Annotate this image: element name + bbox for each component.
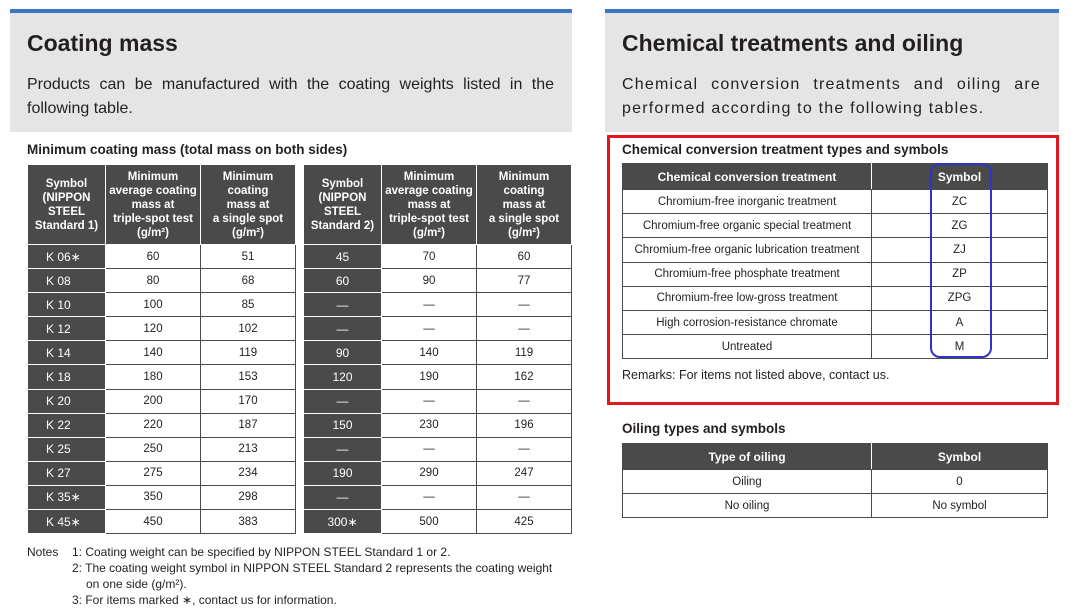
coating-std2-row [304, 437, 572, 461]
coating-std2-cell: — [304, 485, 382, 509]
coating-std1-cell: K 12 [28, 317, 106, 341]
coating-std1-header-1: Minimum average coating mass at triple-spot test (g/m²) [106, 165, 201, 245]
oiling-header-0: Type of oiling [623, 444, 872, 470]
coating-std1-cell: 234 [201, 461, 296, 485]
coating-std1-header-2: Minimum coating mass at a single spot (g/m²) [201, 165, 296, 245]
coating-std1-cell: 119 [201, 341, 296, 365]
coating-std2-cell: — [382, 317, 477, 341]
coating-std2-cell: 77 [477, 269, 572, 293]
chemical-cell: High corrosion-resistance chromate [623, 310, 872, 334]
coating-std2-row [304, 413, 572, 437]
note-2: 2: The coating weight symbol in NIPPON STEEL Standard 2 represents the coating weight [72, 561, 553, 575]
notes-label: Notes [27, 545, 59, 559]
coating-std1-cell: 383 [201, 510, 296, 534]
coating-std1-cell: K 45∗ [28, 510, 106, 534]
coating-std2-cell: 150 [304, 413, 382, 437]
coating-std2-cell: — [477, 293, 572, 317]
coating-std1-row [28, 245, 296, 269]
note-1: 1: Coating weight can be specified by NIPPON STEEL Standard 1 or 2. [72, 545, 451, 559]
coating-std1-cell: 298 [201, 485, 296, 509]
coating-std1-cell: K 27 [28, 461, 106, 485]
chemical-cell: ZC [872, 190, 1048, 214]
coating-std2-cell: 247 [477, 461, 572, 485]
chemical-cell: Chromium-free phosphate treatment [623, 262, 872, 286]
coating-std2-cell: 120 [304, 365, 382, 389]
coating-std2-cell: 190 [304, 461, 382, 485]
coating-std1-row [28, 485, 296, 509]
coating-std2-cell: — [477, 317, 572, 341]
coating-std2-cell: — [382, 293, 477, 317]
coating-table-title: Minimum coating mass (total mass on both sides) [27, 142, 348, 157]
coating-std1-cell: K 25 [28, 437, 106, 461]
coating-std1-row [28, 293, 296, 317]
chemical-table-title: Chemical conversion treatment types and symbols [622, 142, 949, 157]
note-2-continued: on one side (g/m²). [86, 577, 187, 591]
chemical-treatments-header [605, 9, 1059, 132]
coating-std1-cell: K 10 [28, 293, 106, 317]
coating-std1-cell: K 06∗ [28, 245, 106, 269]
chemical-treatments-title: Chemical treatments and oiling [622, 30, 964, 56]
coating-std1-cell: K 18 [28, 365, 106, 389]
coating-std1-cell: 220 [106, 413, 201, 437]
coating-std2-cell: — [304, 317, 382, 341]
chemical-header-0: Chemical conversion treatment [623, 164, 872, 190]
coating-std2-cell: — [382, 437, 477, 461]
coating-std2-cell: 90 [382, 269, 477, 293]
coating-std1-cell: 187 [201, 413, 296, 437]
coating-std1-cell: 140 [106, 341, 201, 365]
coating-std2-cell: 119 [477, 341, 572, 365]
coating-std2-cell: — [477, 485, 572, 509]
oiling-row [623, 470, 1048, 494]
coating-std1-row [28, 510, 296, 534]
oiling-table-title: Oiling types and symbols [622, 421, 786, 436]
coating-std1-cell: 180 [106, 365, 201, 389]
oiling-cell: No symbol [872, 494, 1048, 518]
coating-table-standard-2 [303, 164, 572, 534]
coating-std2-row [304, 317, 572, 341]
oiling-header-1: Symbol [872, 444, 1048, 470]
coating-std2-header-0: Symbol (NIPPON STEEL Standard 2) [304, 165, 382, 245]
chemical-cell: ZJ [872, 238, 1048, 262]
coating-std2-cell: 60 [477, 245, 572, 269]
coating-std2-cell: — [304, 293, 382, 317]
oiling-cell: Oiling [623, 470, 872, 494]
coating-std1-cell: 450 [106, 510, 201, 534]
chemical-cell: Chromium-free organic special treatment [623, 214, 872, 238]
coating-std1-cell: 275 [106, 461, 201, 485]
coating-std2-row [304, 293, 572, 317]
coating-std2-cell: 90 [304, 341, 382, 365]
coating-std2-row [304, 389, 572, 413]
coating-std1-cell: K 22 [28, 413, 106, 437]
coating-std2-cell: — [382, 485, 477, 509]
coating-std1-cell: 68 [201, 269, 296, 293]
coating-std1-cell: 80 [106, 269, 201, 293]
chemical-cell: Chromium-free organic lubrication treatment [623, 238, 872, 262]
coating-std1-cell: 51 [201, 245, 296, 269]
coating-std2-cell: 190 [382, 365, 477, 389]
coating-std1-cell: 100 [106, 293, 201, 317]
coating-std2-row [304, 510, 572, 534]
coating-std2-row [304, 365, 572, 389]
oiling-table [622, 443, 1048, 518]
note-3: 3: For items marked ∗, contact us for information. [72, 593, 337, 607]
coating-std1-cell: K 14 [28, 341, 106, 365]
coating-std1-cell: K 08 [28, 269, 106, 293]
coating-std2-row [304, 461, 572, 485]
chemical-cell: Untreated [623, 335, 872, 359]
coating-std2-cell: 45 [304, 245, 382, 269]
coating-std2-cell: — [382, 389, 477, 413]
coating-std2-cell: 300∗ [304, 510, 382, 534]
chemical-cell: ZP [872, 262, 1048, 286]
symbol-column-highlight [930, 163, 992, 358]
coating-std2-cell: 140 [382, 341, 477, 365]
coating-std2-cell: 60 [304, 269, 382, 293]
coating-mass-description: Products can be manufactured with the coating weights listed in the following table. [27, 76, 554, 117]
chemical-cell: Chromium-free inorganic treatment [623, 190, 872, 214]
coating-std2-row [304, 341, 572, 365]
coating-std1-cell: 120 [106, 317, 201, 341]
coating-std1-cell: 200 [106, 389, 201, 413]
chemical-cell: M [872, 335, 1048, 359]
oiling-row [623, 494, 1048, 518]
chemical-cell: Chromium-free low-gross treatment [623, 286, 872, 310]
coating-std2-cell: — [477, 437, 572, 461]
coating-std2-row [304, 485, 572, 509]
coating-std1-row [28, 461, 296, 485]
coating-std1-cell: 170 [201, 389, 296, 413]
coating-std1-cell: 85 [201, 293, 296, 317]
coating-std2-cell: 70 [382, 245, 477, 269]
coating-std1-cell: 213 [201, 437, 296, 461]
chemical-treatments-description: Chemical conversion treatments and oiling are performed according to the following tables. [622, 76, 1041, 117]
chemical-cell: A [872, 310, 1048, 334]
coating-std1-cell: 350 [106, 485, 201, 509]
coating-std1-row [28, 341, 296, 365]
coating-std1-cell: K 20 [28, 389, 106, 413]
coating-std1-header-0: Symbol (NIPPON STEEL Standard 1) [28, 165, 106, 245]
coating-std1-cell: K 35∗ [28, 485, 106, 509]
chemical-cell: ZPG [872, 286, 1048, 310]
chemical-remarks: Remarks: For items not listed above, contact us. [622, 368, 890, 382]
chemical-cell: ZG [872, 214, 1048, 238]
coating-std1-cell: 102 [201, 317, 296, 341]
coating-std2-header-2: Minimum coating mass at a single spot (g/m²) [477, 165, 572, 245]
coating-std1-cell: 60 [106, 245, 201, 269]
coating-std2-row [304, 245, 572, 269]
coating-std2-cell: 500 [382, 510, 477, 534]
coating-std1-row [28, 413, 296, 437]
coating-std1-row [28, 269, 296, 293]
coating-std2-row [304, 269, 572, 293]
chemical-header-1: Symbol [872, 164, 1048, 190]
coating-std2-cell: 162 [477, 365, 572, 389]
oiling-cell: No oiling [623, 494, 872, 518]
coating-table-standard-1 [27, 164, 296, 534]
oiling-cell: 0 [872, 470, 1048, 494]
coating-std1-cell: 250 [106, 437, 201, 461]
coating-std1-cell: 153 [201, 365, 296, 389]
coating-std2-cell: — [304, 437, 382, 461]
coating-std2-cell: 425 [477, 510, 572, 534]
coating-std2-cell: 196 [477, 413, 572, 437]
coating-std1-row [28, 389, 296, 413]
coating-std2-cell: — [477, 389, 572, 413]
coating-std2-cell: — [304, 389, 382, 413]
coating-std1-row [28, 317, 296, 341]
coating-mass-header [10, 9, 572, 132]
coating-std2-cell: 230 [382, 413, 477, 437]
coating-std2-header-1: Minimum average coating mass at triple-spot test (g/m²) [382, 165, 477, 245]
coating-std2-cell: 290 [382, 461, 477, 485]
coating-mass-title: Coating mass [27, 30, 178, 56]
coating-std1-row [28, 365, 296, 389]
coating-std1-row [28, 437, 296, 461]
